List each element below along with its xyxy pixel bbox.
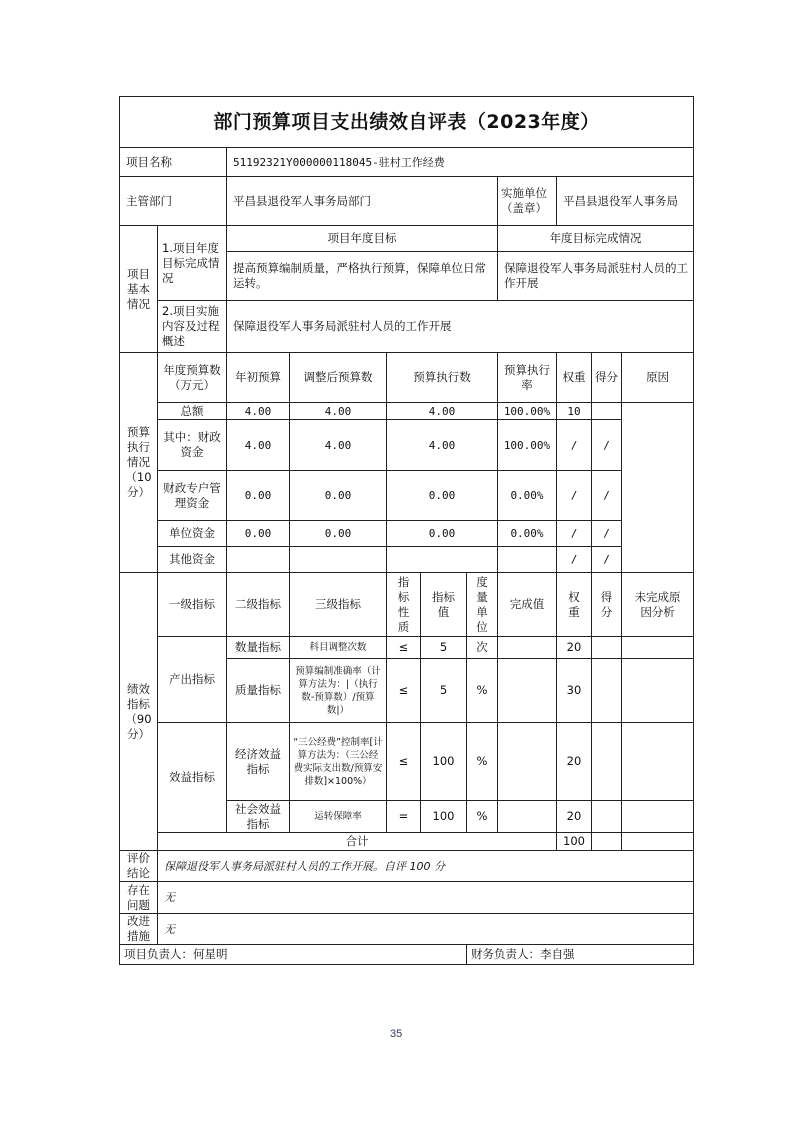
perf-row (120, 723, 694, 801)
perf-actual (498, 659, 557, 723)
improvements-text: 无 (158, 914, 694, 945)
perf-actual (498, 637, 557, 659)
budget-initial: 0.00 (227, 521, 290, 547)
perf-weight: 30 (557, 659, 592, 723)
completion-header: 年度目标完成情况 (498, 226, 694, 252)
perf-actual (498, 723, 557, 801)
perf-target: 5 (421, 659, 467, 723)
perf-header: 权重 (557, 573, 592, 637)
budget-score: / (592, 420, 622, 471)
finance-lead: 财务负责人：李自强 (467, 945, 694, 965)
budget-row (120, 521, 694, 547)
budget-rate (498, 547, 557, 573)
budget-weight: / (557, 547, 592, 573)
budget-header: 调整后预算数 (290, 353, 387, 403)
perf-target: 5 (421, 637, 467, 659)
budget-executed: 4.00 (387, 420, 498, 471)
total-row (120, 833, 694, 851)
perf-level3: 预算编制准确率（计算方法为：|（执行数-预算数）/预算数|） (290, 659, 387, 723)
budget-adjusted: 0.00 (290, 521, 387, 547)
budget-executed (387, 547, 498, 573)
budget-reason (622, 403, 694, 573)
conclusion-label: 评价结论 (120, 851, 158, 882)
perf-level2: 经济效益指标 (227, 723, 290, 801)
budget-header: 预算执行率 (498, 353, 557, 403)
perf-weight: 20 (557, 637, 592, 659)
budget-adjusted: 4.00 (290, 403, 387, 420)
perf-header: 指标值 (421, 573, 467, 637)
total-score (592, 833, 622, 851)
total-weight: 100 (557, 833, 592, 851)
goal-row-label: 1.项目年度目标完成情况 (158, 226, 227, 301)
budget-rate: 100.00% (498, 420, 557, 471)
perf-nature: = (387, 801, 421, 833)
perf-level3: 科目调整次数 (290, 637, 387, 659)
budget-rate: 100.00% (498, 403, 557, 420)
impl-unit-value: 平昌县退役军人事务局 (557, 177, 694, 226)
budget-row-label: 总额 (158, 403, 227, 420)
budget-score: / (592, 521, 622, 547)
perf-level1: 效益指标 (158, 723, 227, 833)
budget-header: 原因 (622, 353, 694, 403)
budget-rate: 0.00% (498, 521, 557, 547)
budget-row-label: 其中：财政资金 (158, 420, 227, 471)
perf-score (592, 801, 622, 833)
goal-text: 提高预算编制质量，严格执行预算，保障单位日常运转。 (227, 252, 498, 301)
budget-initial: 4.00 (227, 420, 290, 471)
budget-weight: / (557, 521, 592, 547)
perf-unit: % (467, 801, 498, 833)
basic-section-label: 项目基本情况 (120, 226, 158, 353)
perf-header: 得分 (592, 573, 622, 637)
budget-weight: 10 (557, 403, 592, 420)
improvements-label: 改进措施 (120, 914, 158, 945)
perf-score (592, 659, 622, 723)
budget-row (120, 420, 694, 471)
budget-header: 得分 (592, 353, 622, 403)
budget-score: / (592, 547, 622, 573)
perf-level2: 数量指标 (227, 637, 290, 659)
perf-target: 100 (421, 723, 467, 801)
budget-row-label: 其他资金 (158, 547, 227, 573)
perf-nature: ≤ (387, 723, 421, 801)
page-number: 35 (390, 1028, 403, 1040)
budget-header: 年初预算 (227, 353, 290, 403)
perf-nature: ≤ (387, 637, 421, 659)
goal-header: 项目年度目标 (227, 226, 498, 252)
perf-weight: 20 (557, 801, 592, 833)
perf-score (592, 723, 622, 801)
impl-row-label: 2.项目实施内容及过程概述 (158, 301, 227, 353)
perf-target: 100 (421, 801, 467, 833)
total-reason (622, 833, 694, 851)
perf-reason (622, 637, 694, 659)
perf-header: 度量单位 (467, 573, 498, 637)
perf-level2: 质量指标 (227, 659, 290, 723)
budget-section-label: 预算执行情况（10分） (120, 353, 158, 573)
budget-executed: 4.00 (387, 403, 498, 420)
perf-level2: 社会效益指标 (227, 801, 290, 833)
budget-header: 年度预算数（万元） (158, 353, 227, 403)
dept-label: 主管部门 (120, 177, 227, 226)
budget-adjusted: 0.00 (290, 471, 387, 521)
perf-header: 未完成原因分析 (622, 573, 694, 637)
perf-header: 三级指标 (290, 573, 387, 637)
impl-unit-label: 实施单位（盖章） (498, 177, 557, 226)
budget-initial: 0.00 (227, 471, 290, 521)
impl-text: 保障退役军人事务局派驻村人员的工作开展 (227, 301, 694, 353)
perf-header: 二级指标 (227, 573, 290, 637)
budget-score: / (592, 471, 622, 521)
budget-weight: / (557, 471, 592, 521)
perf-level3: 运转保障率 (290, 801, 387, 833)
perf-unit: % (467, 723, 498, 801)
conclusion-text: 保障退役军人事务局派驻村人员的工作开展。自评 100 分 (158, 851, 694, 882)
dept-value: 平昌县退役军人事务局部门 (227, 177, 498, 226)
perf-reason (622, 723, 694, 801)
perf-nature: ≤ (387, 659, 421, 723)
budget-initial (227, 547, 290, 573)
budget-adjusted (290, 547, 387, 573)
budget-row (120, 471, 694, 521)
perf-reason (622, 801, 694, 833)
problems-label: 存在问题 (120, 882, 158, 914)
budget-row-label: 单位资金 (158, 521, 227, 547)
project-name-value: 51192321Y000000118045-驻村工作经费 (227, 148, 694, 177)
form-title: 部门预算项目支出绩效自评表（2023年度） (120, 97, 694, 148)
budget-rate: 0.00% (498, 471, 557, 521)
budget-header: 预算执行数 (387, 353, 498, 403)
perf-unit: % (467, 659, 498, 723)
perf-reason (622, 659, 694, 723)
budget-initial: 4.00 (227, 403, 290, 420)
performance-self-evaluation-form (119, 96, 694, 965)
budget-row-label: 财政专户管理资金 (158, 471, 227, 521)
perf-unit: 次 (467, 637, 498, 659)
total-label: 合计 (158, 833, 557, 851)
budget-score (592, 403, 622, 420)
project-lead: 项目负责人：何星明 (120, 945, 467, 965)
budget-weight: / (557, 420, 592, 471)
problems-text: 无 (158, 882, 694, 914)
performance-section-label: 绩效指标（90分） (120, 573, 158, 851)
budget-executed: 0.00 (387, 471, 498, 521)
completion-text: 保障退役军人事务局派驻村人员的工作开展 (498, 252, 694, 301)
project-name-label: 项目名称 (120, 148, 227, 177)
perf-actual (498, 801, 557, 833)
budget-row (120, 547, 694, 573)
perf-row (120, 637, 694, 659)
perf-header: 完成值 (498, 573, 557, 637)
budget-executed: 0.00 (387, 521, 498, 547)
perf-level1: 产出指标 (158, 637, 227, 723)
budget-adjusted: 4.00 (290, 420, 387, 471)
budget-row (120, 403, 694, 420)
budget-header: 权重 (557, 353, 592, 403)
perf-level3: “三公经费”控制率[计算方法为：（三公经费实际支出数/预算安排数]×100%） (290, 723, 387, 801)
perf-header: 指标性质 (387, 573, 421, 637)
perf-score (592, 637, 622, 659)
perf-weight: 20 (557, 723, 592, 801)
perf-header: 一级指标 (158, 573, 227, 637)
